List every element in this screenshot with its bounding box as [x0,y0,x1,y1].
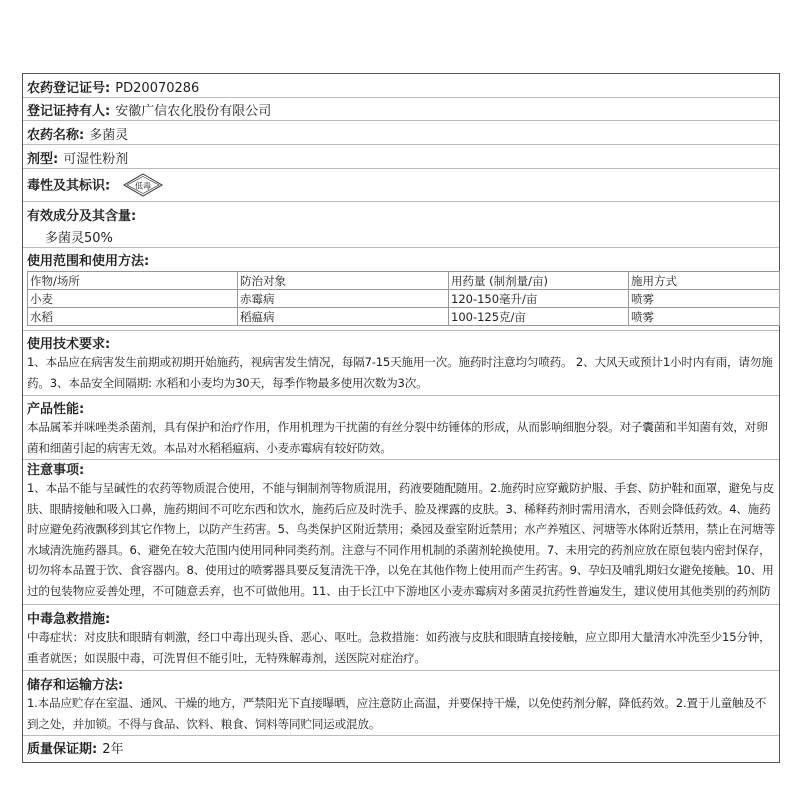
caution-label-row [27,459,775,478]
usage-label: 使用范围和使用方法: [27,254,150,269]
cell-crop: 水稻 [28,308,238,326]
cell-target: 赤霉病 [238,290,449,308]
name-row [27,124,775,143]
tech-text: 1、本品应在病害发生前期或初期开始施药，视病害发生情况，每隔7-15天施用一次。施药时注意均匀喷药。 2、大风天或预计1小时内有雨，请勿施药。3、本品安全间隔期: 水稻和小麦均为30天，每季作物最多使用次数为3次。 [27,355,773,390]
name-value: 多菌灵 [89,128,129,143]
header-crop: 作物/场所 [28,272,238,290]
holder-label: 登记证持有人: [27,104,111,119]
divider [23,395,779,396]
performance-label: 产品性能: [27,402,85,417]
header-dosage: 用药量 (制剂量/亩) [449,272,629,290]
divider [23,168,779,169]
ingredient-value: 多菌灵50% [45,231,113,246]
divider [23,201,779,202]
warranty-label: 质量保证期: [27,742,98,757]
caution-text: 1、本品不能与呈碱性的农药等物质混合使用，不能与铜制剂等物质混用，药液要随配随用。2.施药时应穿戴防护服、手套、防护鞋和面罩，避免与皮肤、眼睛接触和吸入口鼻，施药期间不可吃东西和饮水，施药后应及时洗手、脸及裸露的皮肤。3、稀释药剂时需用清水，否则会降低药效。4、施药时应避免药液飘移到其它作物上，以防产生药害。5、鸟类保护区附近禁用；桑园及蚕室附近禁用；水产养殖区、河塘等水体附近禁用，禁止在河塘等水域清洗施药器具。6、避免在较大范围内使用同种同类药剂。注意与不同作用机制的杀菌剂轮换使用。7、未用完的药剂应放在原包装内密封保存，切勿将本品置于饮、食容器内。8、使用过的喷雾器具要反复清洗干净，以免在其他作物上使用而产生药害。9、孕妇及哺乳期妇女避免接触。10、用过的包装物应妥善处理，不可随意丢弃，也不可做他用。11、由于长江中下游地区小麦赤霉病对多菌灵抗药性普遍发生，建议使用其他类别的药剂防 [27,481,775,598]
divider [23,247,779,248]
ingredient-row [27,205,775,224]
firstaid-label: 中毒急救措施: [27,612,111,627]
tech-label-row [27,333,775,352]
ingredient-label: 有效成分及其含量: [27,209,137,224]
firstaid-text: 中毒症状：对皮肤和眼睛有刺激，经口中毒出现头昏、恶心、呕吐。急救措施：如药液与皮肤和眼睛直接接触，应立即用大量清水冲洗至少15分钟，重者就医；如误服中毒，可洗胃但不能引吐，无特殊解毒剂，送医院对症治疗。 [27,630,771,665]
divider [23,735,779,736]
holder-row [27,100,775,119]
performance-text: 本品属苯并咪唑类杀菌剂，具有保护和治疗作用，作用机理为干扰菌的有丝分裂中纺锤体的形成，从而影响细胞分裂。对子囊菌和半知菌有效，对卵菌和细菌引起的病害无效。本品对水稻稻瘟病、小麦赤霉病有较好防效。 [27,420,768,455]
formulation-label: 剂型: [27,152,59,167]
storage-label-row [27,674,775,693]
cell-dosage: 120-150毫升/亩 [449,290,629,308]
usage-table [27,271,780,326]
divider [23,330,779,331]
low-toxicity-diamond-icon [123,173,163,197]
divider [23,120,779,121]
table-row [28,308,780,326]
header-method: 施用方式 [629,272,780,290]
storage-text: 1.本品应贮存在室温、通风、干燥的地方，严禁阳光下直接曝晒，应注意防止高温，并要保持干燥，以免使药剂分解，降低药效。2.置于儿童触及不到之处，并加锁。不得与食品、饮料、粮食、饲料等同贮同运或混放。 [27,696,767,731]
registration-value: PD20070286 [115,81,200,96]
usage-label-row [27,250,775,269]
cell-dosage: 100-125克/亩 [449,308,629,326]
tech-label: 使用技术要求: [27,337,111,352]
table-row [28,290,780,308]
name-label: 农药名称: [27,128,85,143]
caution-label: 注意事项: [27,463,85,478]
toxicity-badge-text: 低毒 [135,181,152,191]
cell-method: 喷雾 [629,308,780,326]
toxicity-row [27,173,775,197]
ingredient-value-row [45,227,775,246]
holder-value: 安徽广信农化股份有限公司 [115,104,272,119]
divider [23,97,779,98]
toxicity-label: 毒性及其标识: [27,178,111,194]
formulation-row [27,148,775,167]
cell-crop: 小麦 [28,290,238,308]
divider [23,144,779,145]
formulation-value: 可湿性粉剂 [63,152,129,167]
storage-label: 储存和运输方法: [27,678,124,693]
divider [23,604,779,605]
pesticide-label-sheet [22,73,780,763]
header-target: 防治对象 [238,272,449,290]
warranty-value: 2年 [102,742,124,757]
firstaid-label-row [27,608,775,627]
table-header-row [28,272,780,290]
divider [23,670,779,671]
cell-method: 喷雾 [629,290,780,308]
registration-label: 农药登记证号: [27,81,111,96]
warranty-row [27,738,775,757]
performance-label-row [27,398,775,417]
registration-row [27,77,775,96]
cell-target: 稻瘟病 [238,308,449,326]
